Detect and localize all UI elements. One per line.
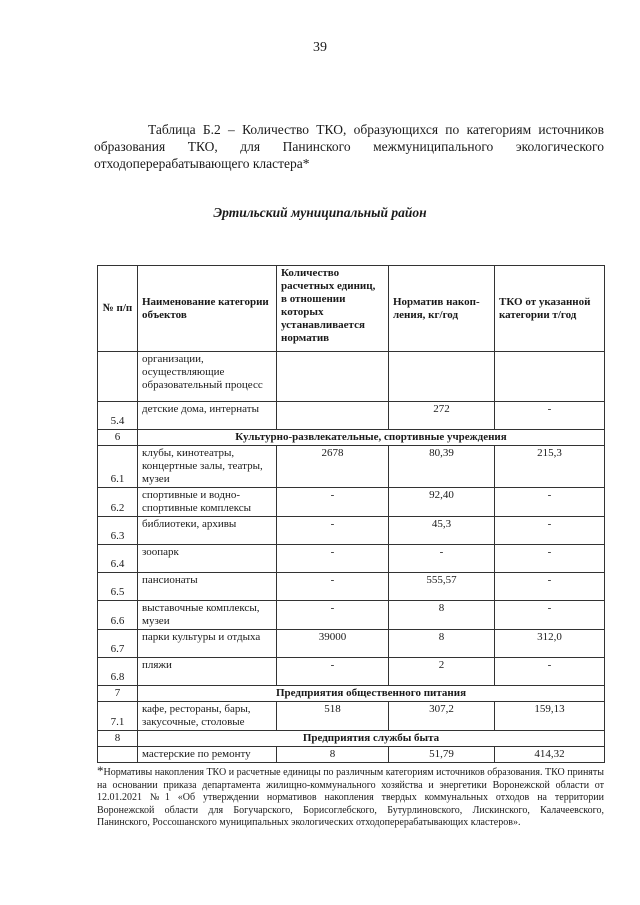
cell-tko: [495, 352, 605, 402]
cell-tko: -: [495, 658, 605, 686]
header-norm: Норматив накоп-ления, кг/год: [389, 266, 495, 352]
section-num: 8: [98, 731, 138, 747]
table-row: [98, 488, 605, 517]
cell-norm: [389, 352, 495, 402]
table-row: [98, 446, 605, 488]
section-row: [98, 430, 605, 446]
section-num: 7: [98, 686, 138, 702]
cell-num: 7.1: [98, 702, 138, 731]
cell-name: детские дома, интернаты: [138, 402, 277, 430]
table-row: [98, 658, 605, 686]
cell-num: 5.4: [98, 402, 138, 430]
cell-tko: -: [495, 488, 605, 517]
cell-norm: 92,40: [389, 488, 495, 517]
cell-norm: 272: [389, 402, 495, 430]
cell-tko: -: [495, 573, 605, 601]
cell-tko: 159,13: [495, 702, 605, 731]
cell-norm: 307,2: [389, 702, 495, 731]
cell-norm: -: [389, 545, 495, 573]
district-title: Эртильский муниципальный район: [213, 205, 427, 220]
footnote: [97, 765, 604, 830]
table-row: [98, 702, 605, 731]
cell-tko: -: [495, 402, 605, 430]
page-number: 39: [313, 40, 327, 55]
cell-norm: 8: [389, 630, 495, 658]
cell-units: 2678: [277, 446, 389, 488]
cell-num: 6.7: [98, 630, 138, 658]
table-header-row: [98, 266, 605, 352]
section-title: Культурно-развлекательные, спортивные учреждения: [138, 430, 605, 446]
cell-units: -: [277, 573, 389, 601]
header-num: № п/п: [98, 266, 138, 352]
table-row: [98, 517, 605, 545]
table-row: [98, 601, 605, 630]
cell-name: кафе, рестораны, бары, закусочные, столовые: [138, 702, 277, 731]
cell-units: -: [277, 517, 389, 545]
cell-norm: 45,3: [389, 517, 495, 545]
cell-tko: 215,3: [495, 446, 605, 488]
cell-num: 6.4: [98, 545, 138, 573]
cell-tko: 414,32: [495, 747, 605, 763]
cell-name: зоопарк: [138, 545, 277, 573]
section-row: [98, 731, 605, 747]
cell-norm: 80,39: [389, 446, 495, 488]
cell-tko: -: [495, 601, 605, 630]
cell-num: 6.3: [98, 517, 138, 545]
cell-name: клубы, кинотеатры, концертные залы, театры, музеи: [138, 446, 277, 488]
cell-name: спортивные и водно-спортивные комплексы: [138, 488, 277, 517]
tko-table: [97, 265, 605, 763]
table-row: [98, 573, 605, 601]
cell-norm: 51,79: [389, 747, 495, 763]
section-row: [98, 686, 605, 702]
section-title: Предприятия службы быта: [138, 731, 605, 747]
cell-name: парки культуры и отдыха: [138, 630, 277, 658]
header-name: Наименование категории объектов: [138, 266, 277, 352]
cell-units: [277, 352, 389, 402]
cell-num: [98, 747, 138, 763]
footnote-text: Нормативы накопления ТКО и расчетные единицы по различным категориям источников образования. ТКО приняты на основании приказа департамента жилищно-коммунального хозяйства и энергетики Воронежской области от 12.01.2021 №1 «Об утверждении нормативов накопления твердых коммунальных отходов на территории Воронежской области для Богучарского, Борисоглебского, Бутурлиновского, Лискинского, Калачеевского, Панинского, Россошанского муниципальных экологических отходоперерабатывающих кластеров».: [97, 767, 604, 828]
section-title: Предприятия общественного питания: [138, 686, 605, 702]
header-units: Количество расчетных единиц, в отношении которых устанавливается норматив: [277, 266, 389, 352]
cell-units: -: [277, 488, 389, 517]
cell-units: -: [277, 545, 389, 573]
footnote-star: *: [97, 763, 104, 778]
cell-units: -: [277, 658, 389, 686]
cell-num: 6.5: [98, 573, 138, 601]
cell-name: пансионаты: [138, 573, 277, 601]
cell-units: -: [277, 601, 389, 630]
table-row: [98, 402, 605, 430]
cell-units: 8: [277, 747, 389, 763]
cell-norm: 2: [389, 658, 495, 686]
table-row: [98, 352, 605, 402]
table-caption: Таблица Б.2 – Количество ТКО, образующихся по категориям источников образования ТКО, для Панинского межмуниципального экологического отходоперерабатывающего кластера*: [94, 122, 604, 171]
table-row: [98, 747, 605, 763]
cell-name: организации, осуществляющие образовательный процесс: [138, 352, 277, 402]
cell-num: 6.8: [98, 658, 138, 686]
cell-norm: 555,57: [389, 573, 495, 601]
cell-name: библиотеки, архивы: [138, 517, 277, 545]
cell-num: 6.6: [98, 601, 138, 630]
cell-name: пляжи: [138, 658, 277, 686]
table-row: [98, 545, 605, 573]
cell-tko: -: [495, 517, 605, 545]
table-body: [98, 352, 605, 763]
cell-name: мастерские по ремонту: [138, 747, 277, 763]
cell-name: выставочные комплексы, музеи: [138, 601, 277, 630]
table-row: [98, 630, 605, 658]
cell-tko: 312,0: [495, 630, 605, 658]
cell-units: 39000: [277, 630, 389, 658]
section-num: 6: [98, 430, 138, 446]
cell-units: [277, 402, 389, 430]
header-tko: ТКО от указанной категории т/год: [495, 266, 605, 352]
cell-num: [98, 352, 138, 402]
cell-units: 518: [277, 702, 389, 731]
cell-norm: 8: [389, 601, 495, 630]
cell-num: 6.2: [98, 488, 138, 517]
cell-num: 6.1: [98, 446, 138, 488]
cell-tko: -: [495, 545, 605, 573]
